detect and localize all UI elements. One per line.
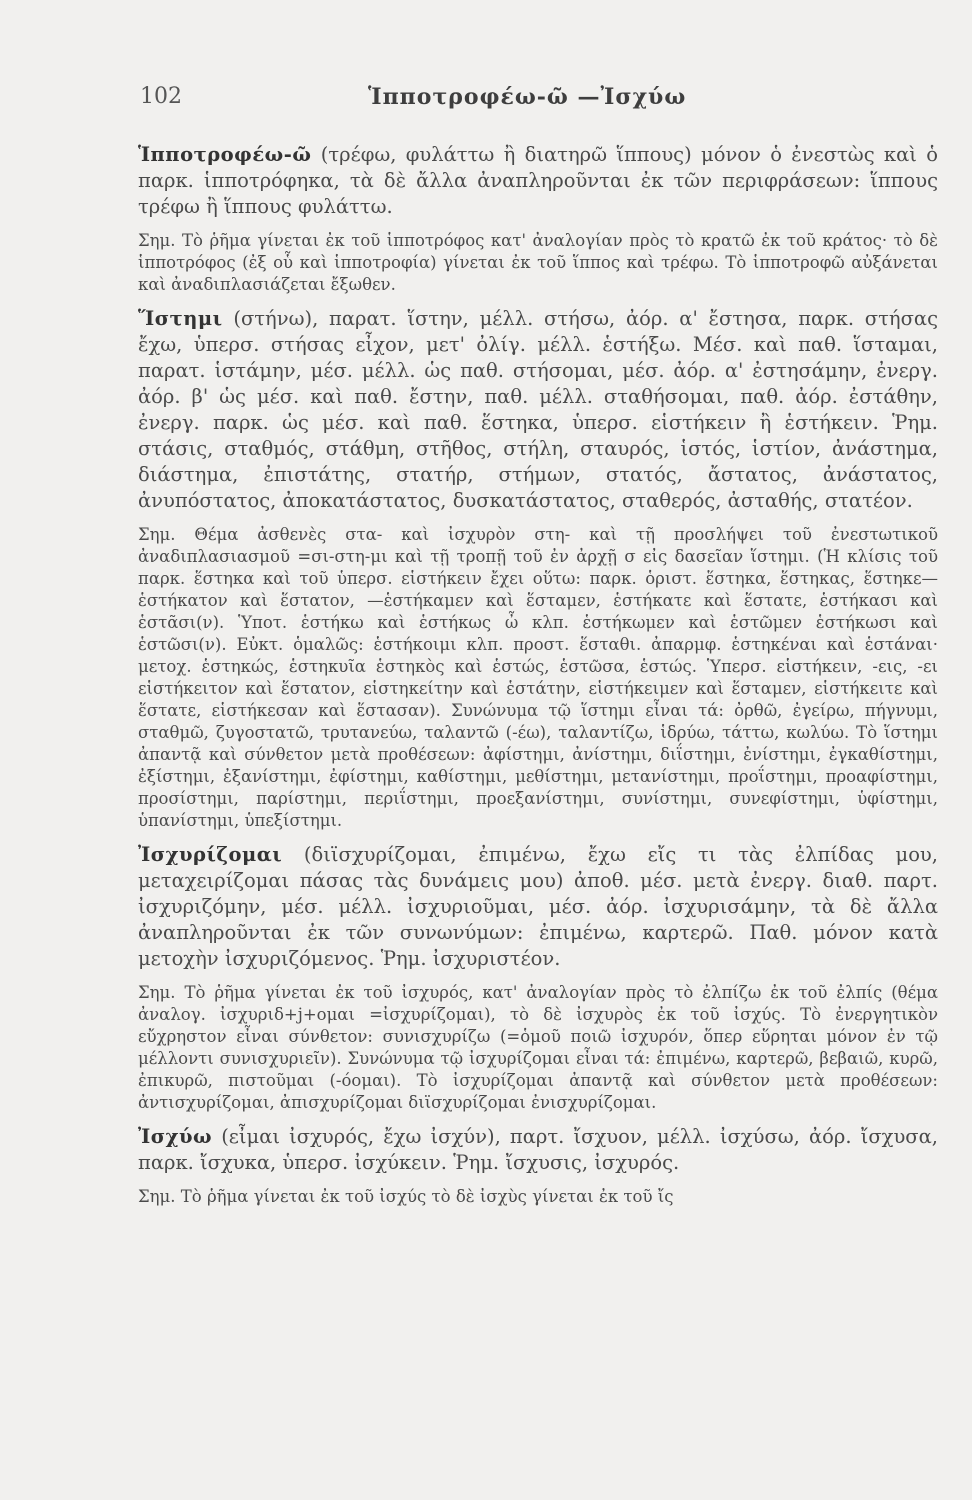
entry-text: (τρέφω, φυλάττω ἢ διατηρῶ ἵππους) μόνον ὁ ἐνεστὼς καὶ ὁ παρκ. ἱπποτρόφηκα, τὰ δὲ ἄλλα ἀναπληροῦνται ἐκ τῶν περιφράσεων: ἵππους τρέφω ἢ ἵππους φυλάττω. — [138, 143, 938, 218]
entry-lemma: Ἱπποτροφέω-ῶ — [138, 143, 312, 166]
entry-note: Σημ. Τὸ ῥῆμα γίνεται ἐκ τοῦ ἰσχύς τὸ δὲ ἰσχὺς γίνεται ἐκ τοῦ ἴς — [138, 1187, 674, 1206]
dictionary-entry — [138, 1124, 938, 1176]
entry-text: (στήνω), παρατ. ἵστην, μέλλ. στήσω, ἀόρ. α' ἔστησα, παρκ. στήσας ἔχω, ὑπερσ. στήσας εἶχον, μετ' ὀλίγ. μέλλ. ἑστήξω. Μέσ. καὶ παθ. ἵσταμαι, παρατ. ἱστάμην, μέσ. μέλλ. ὡς παθ. στήσομαι, μέσ. ἀόρ. α' ἐστησάμην, ἐνεργ. ἀόρ. β' ὡς μέσ. καὶ παθ. ἔστην, παθ. μέλλ. σταθήσομαι, παθ. ἀόρ. ἐστάθην, ἐνεργ. παρκ. ὡς μέσ. καὶ παθ. ἕστηκα, ὑπερσ. εἱστήκειν ἢ ἑστήκειν. Ῥημ. στάσις, σταθμός, στάθμη, στῆθος, στήλη, σταυρός, ἱστός, ἱστίον, ἀνάστημα, διάστημα, ἐπιστάτης, στατήρ, στήμων, στατός, ἄστατος, ἀνάστατος, ἀνυπόστατος, ἀποκατάστατος, δυσκατάστατος, σταθερός, ἀσταθής, στατέον. — [138, 307, 938, 512]
entry-text: (εἶμαι ἰσχυρός, ἔχω ἰσχύν), παρτ. ἴσχυον, μέλλ. ἰσχύσω, ἀόρ. ἴσχυσα, παρκ. ἴσχυκα, ὑπερσ. ἰσχύκειν. Ῥημ. ἴσχυσις, ἰσχυρός. — [138, 1125, 938, 1174]
entry-lemma: Ἰσχύω — [138, 1125, 213, 1148]
entry-lemma: Ἵστημι — [138, 307, 223, 330]
dictionary-entry — [138, 842, 938, 972]
running-title: Ἱπποτροφέω-ῶ —Ἰσχύω — [368, 84, 687, 110]
entry-note: Σημ. Τὸ ῥῆμα γίνεται ἐκ τοῦ ἱπποτρόφος κατ' ἀναλογίαν πρὸς τὸ κρατῶ ἐκ τοῦ κράτος· τὸ δὲ ἱπποτρόφος (ἐξ οὗ καὶ ἱπποτροφία) γίνεται ἐκ τοῦ ἵππος καὶ τρέφω. Τὸ ἱπποτροφῶ αὐξάνεται καὶ ἀναδιπλασιάζεται ἔξωθεν. — [138, 231, 938, 294]
entry-text: (διϊσχυρίζομαι, ἐπιμένω, ἔχω εἴς τι τὰς ἐλπίδας μου, μεταχειρίζομαι πάσας τὰς δυνάμεις μου) ἀποθ. μέσ. μετὰ ἐνεργ. διαθ. παρτ. ἰσχυριζόμην, μέσ. μέλλ. ἰσχυριοῦμαι, μέσ. ἀόρ. ἰσχυρισάμην, τὰ δὲ ἄλλα ἀναπληροῦνται ἐκ τῶν συνωνύμων: ἐπιμένω, καρτερῶ. Παθ. μόνον κατὰ μετοχὴν ἰσχυριζόμενος. Ῥημ. ἰσχυριστέον. — [138, 843, 938, 970]
page-number: 102 — [140, 84, 182, 109]
dictionary-entry — [138, 142, 938, 220]
page-header — [140, 84, 912, 124]
entry-note: Σημ. Τὸ ῥῆμα γίνεται ἐκ τοῦ ἰσχυρός, κατ' ἀναλογίαν πρὸς τὸ ἐλπίζω ἐκ τοῦ ἐλπίς (θέμα ἀναλογ. ἰσχυριδ+j+ομαι =ἰσχυρίζομαι), τὸ δὲ ἰσχυρὸς ἐκ τοῦ ἰσχύς. Τὸ ἐνεργητικὸν εὔχρηστον εἶναι σύνθετον: συνισχυρίζω (=ὁμοῦ ποιῶ ἰσχυρόν, ὅπερ εὕρηται μόνον ἐν τῷ μέλλοντι συνισχυριεῖν). Συνώνυμα τῷ ἰσχυρίζομαι εἶναι τά: ἐπιμένω, καρτερῶ, βεβαιῶ, κυρῶ, ἐπικυρῶ, πιστοῦμαι (-όομαι). Τὸ ἰσχυρίζομαι ἀπαντᾷ καὶ σύνθετον μετὰ προθέσεων: ἀντισχυρίζομαι, ἀπισχυρίζομαι διϊσχυρίζομαι ἐνισχυρίζομαι. — [138, 983, 938, 1112]
entry-lemma: Ἰσχυρίζομαι — [138, 843, 283, 866]
entry-note: Σημ. Θέμα ἀσθενὲς στα- καὶ ἰσχυρὸν στη- καὶ τῇ προσλήψει τοῦ ἐνεστωτικοῦ ἀναδιπλασιασμοῦ =σι-στη-μι καὶ τῇ τροπῇ τοῦ ἐν ἀρχῇ σ εἰς δασεῖαν ἵστημι. (Ἡ κλίσις τοῦ παρκ. ἕστηκα καὶ τοῦ ὑπερσ. εἱστήκειν ἔχει οὕτω: παρκ. ὁριστ. ἕστηκα, ἕστηκας, ἕστηκε—ἑστήκατον καὶ ἕστατον, —ἑστήκαμεν καὶ ἕσταμεν, ἑστήκατε καὶ ἕστατε, ἑστήκασι καὶ ἑστᾶσι(ν). Ὑποτ. ἑστήκω καὶ ἑστήκως ὦ κλπ. ἑστήκωμεν καὶ ἑστῶμεν ἑστήκωσι καὶ ἑστῶσι(ν). Εὐκτ. ὁμαλῶς: ἑστήκοιμι κλπ. προστ. ἕσταθι. ἀπαρμφ. ἑστηκέναι καὶ ἑστάναι· μετοχ. ἑστηκώς, ἑστηκυῖα ἑστηκὸς καὶ ἑστώς, ἑστῶσα, ἑστώς. Ὑπερσ. εἱστήκειν, -εις, -ει εἱστήκειτον καὶ ἕστατον, εἱστηκείτην καὶ ἑστάτην, εἱστήκειμεν καὶ ἕσταμεν, εἱστήκειτε καὶ ἕστατε, εἱστήκεσαν καὶ ἕστασαν). Συνώνυμα τῷ ἵστημι εἶναι τά: ὀρθῶ, ἐγείρω, πήγνυμι, σταθμῶ, ζυγοστατῶ, τρυτανεύω, ταλαντῶ (-έω), ταλαντίζω, ἱδρύω, τάττω, κωλύω. Τὸ ἵστημι ἀπαντᾷ καὶ σύνθετον μετὰ προθέσεων: ἀφίστημι, ἀνίστημι, διΐστημι, ἐνίστημι, ἐγκαθίστημι, ἐξίστημι, ἐξανίστημι, ἐφίστημι, καθίστημι, μεθίστημι, μετανίστημι, προΐστημι, προαφίστημι, προσίστημι, παρίστημι, περιΐστημι, προεξανίστημι, συνίστημι, συνεφίστημι, ὑφίστημι, ὑπανίστημι, ὑπεξίστημι. — [138, 525, 938, 830]
dictionary-entry — [138, 306, 938, 514]
page-body — [138, 142, 938, 1218]
